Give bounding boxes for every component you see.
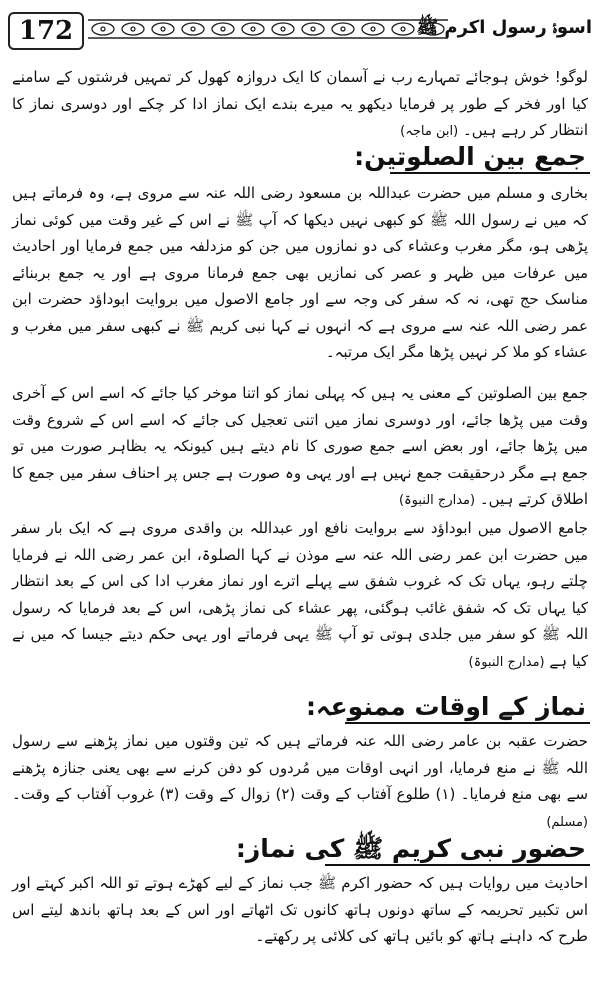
citation: (مدارج النبوۃ) (398, 493, 476, 508)
page-header (8, 10, 592, 52)
paragraph-text: بخاری و مسلم میں حضرت عبداللہ بن مسعود رضی اللہ عنہ سے مروی ہے، وہ فرماتے ہیں کہ میں نے رسول اللہ ﷺ کو کبھی نہیں دیکھا کہ آپ ﷺ نے اس کے غیر وقت میں کوئی نماز پڑھی ہو، مگر مغرب وعشاء کی دو نمازوں میں جن کو مزدلفہ میں جمع فرمایا اور احادیث میں عرفات میں ظہر و عصر کی نمازیں بھی جمع فرمانا مروی ہے اور یہ جمع بربنائے مناسک حج تھی، نہ کہ سفر کی وجہ سے اور جامع الاصول میں بروایت ابوداؤد حضرت ابن عمر رضی اللہ عنہ سے مروی ہے کہ انہوں نے کہا نبی کریم ﷺ نے کبھی سفر میں مغرب و عشاء کو ملا کر نہیں پڑھا مگر ایک مرتبہ۔ (12, 184, 588, 361)
decorative-border-ornament (88, 16, 448, 42)
section-heading-jama-bain-assalatain: جمع بین الصلوتین: (354, 142, 586, 171)
heading-underline (390, 172, 590, 174)
opening-paragraph (12, 64, 588, 146)
paragraph-text: حضرت عقبہ بن عامر رضی اللہ عنہ فرماتے ہیں کہ تین وقتوں میں نماز پڑھنے سے رسول اللہ ﷺ نے منع فرمایا، اور انہی اوقات میں مُردوں کو دفن کرنے سے بھی یعنی جنازہ پڑھنے سے بھی منع فرمایا۔ (۱) طلوع آفتاب کے وقت (۲) زوال کے وقت (۳) غروب آفتاب کے وقت۔ (12, 732, 589, 803)
page-number-box (8, 12, 84, 50)
citation: (مسلم) (546, 814, 588, 830)
paragraph-text: لوگو! خوش ہوجائے تمہارے رب نے آسمان کا ایک دروازہ کھول کر تمہیں فرشتوں کے سامنے کیا اور فخر کے طور پر فرمایا دیکھو یہ میرے بندے ایک نماز ادا کر چکے اور دوسری نماز کا انتظار کر رہے ہیں۔ (12, 68, 588, 139)
paragraph-text: احادیث میں روایات ہیں کہ حضور اکرم ﷺ جب نماز کے لیے کھڑے ہوتے تو اللہ اکبر کہتے اور اس تکبیر تحریمہ کے ساتھ دونوں ہاتھ کانوں تک اٹھاتے اور اس کے بعد ہاتھ باندھ لیتے اس طرح کہ داہنے ہاتھ کو بائیں ہاتھ کی کلائی پر رکھتے۔ (12, 874, 588, 945)
paragraph-text: جامع الاصول میں ابوداؤد سے بروایت نافع اور عبداللہ بن واقدی مروی ہے کہ ایک بار سفر میں حضرت ابن عمر رضی اللہ عنہ سے موذن نے کہا الصلوۃ، ابن عمر رضی اللہ نے فرمایا چلتے رہو، یہاں تک کہ غروب شفق سے پہلے اترے اور نماز مغرب ادا کی اس کے بعد انتظار کیا یہاں تک کہ شفق غائب ہوگئی، پھر عشاء کی نماز پڑھی، اس کے بعد فرمایا کہ رسول اللہ ﷺ کو سفر میں جلدی ہوتی تو آپ ﷺ یہی فرماتے اور یہی حکم دیتے جیسا کہ میں نے کیا ہے (12, 519, 588, 670)
section-heading-namaz-ke-auqat-mamnua: نماز کے اوقات ممنوعہ: (305, 692, 586, 721)
section2-paragraph (12, 728, 588, 836)
section-heading-huzoor-ki-namaz: حضور نبی کریم ﷺ کی نماز: (235, 834, 586, 863)
heading-underline (325, 864, 590, 866)
paragraph-text: جمع بین الصلوتین کے معنی یہ ہیں کہ پہلی نماز کو اتنا موخر کیا جائے کہ اسے اس کے آخری وقت میں پڑھا جائے، اور دوسری نماز میں اتنی تعجیل کی جائے کہ اسے اس کے شروع وقت میں پڑھا جائے، اور بعض اسے جمع صوری کا نام دیتے ہیں کیونکہ یہ بظاہر صورت میں تو جمع ہے مگر درحقیقت جمع نہیں ہے اور یہی وہ صورت ہے جس پر احناف سفر میں جمع کا اطلاق کرتے ہیں۔ (12, 384, 588, 508)
citation: (مدارج النبوۃ) (468, 654, 545, 670)
running-title: اسوۂ رسول اکرم ﷺ (416, 17, 592, 38)
section1-paragraph1 (12, 180, 588, 366)
citation: (ابن ماجہ) (400, 124, 459, 139)
section3-paragraph (12, 870, 588, 950)
section1-paragraph3 (12, 515, 588, 676)
section1-paragraph2 (12, 380, 588, 515)
page-number: 172 (18, 16, 74, 46)
heading-underline (345, 722, 590, 724)
